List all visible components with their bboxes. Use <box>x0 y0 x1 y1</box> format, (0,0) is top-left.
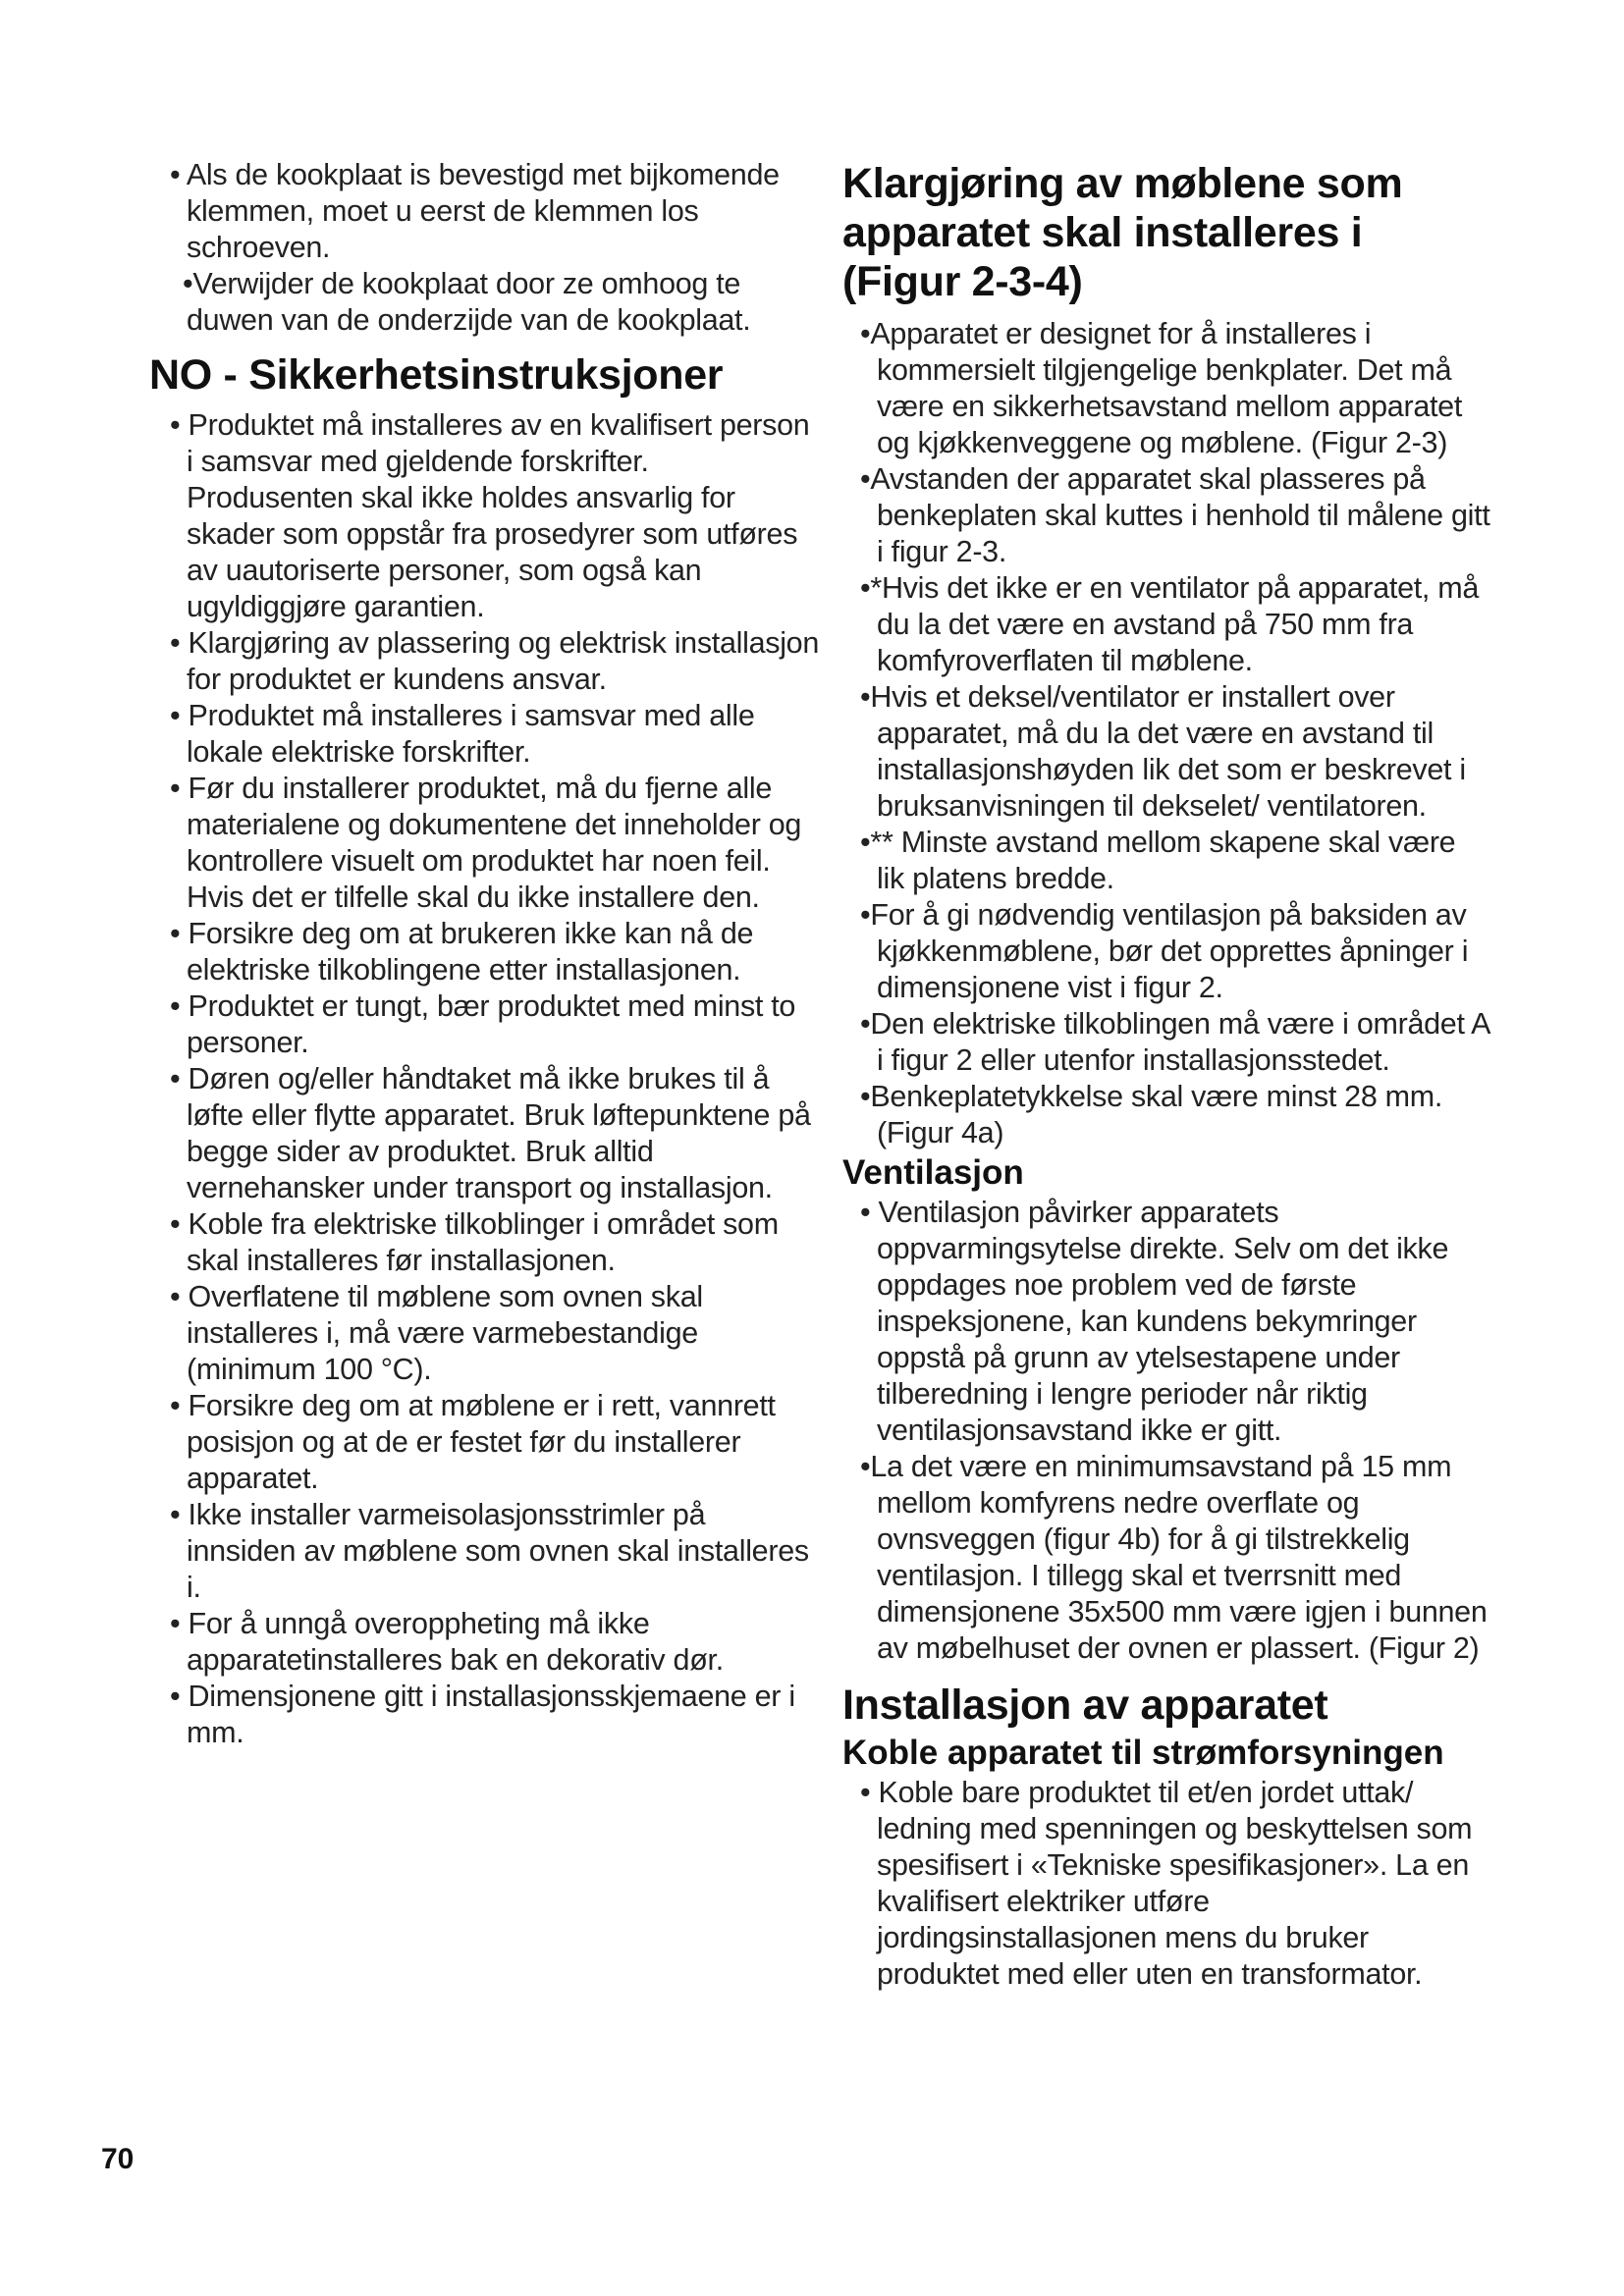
page-number: 70 <box>101 2143 135 2175</box>
list-item: • Ventilasjon påvirker apparatets oppvarmingsytelse direkte. Selv om det ikke oppdages noe problem ved de første inspeksjonene, kan kundens bekymringer oppstå på grunn av ytelsestapene under tilberedning i lengre perioder når riktig ventilasjonsavstand ikke er gitt. <box>860 1196 1449 1447</box>
list-item: • Forsikre deg om at brukeren ikke kan nå de elektriske tilkoblingene etter installasjonen. <box>170 917 754 987</box>
list-item: •** Minste avstand mellom skapene skal være lik platens bredde. <box>860 826 1456 895</box>
list-item: •*Hvis det ikke er en ventilator på apparatet, må du la det være en avstand på 750 mm fra komfyroverflaten til møblene. <box>860 571 1480 677</box>
list-item: • Koble fra elektriske tilkoblinger i området som skal installeres før installasjonen. <box>170 1207 779 1277</box>
list-item: • For å unngå overoppheting må ikke apparatetinstalleres bak en dekorativ dør. <box>170 1607 724 1677</box>
list-item: •Verwijder de kookplaat door ze omhoog te duwen van de onderzijde van de kookplaat. <box>183 267 751 337</box>
list-item: •Benkeplatetykkelse skal være minst 28 mm. (Figur 4a) <box>860 1080 1443 1149</box>
list-item: •Hvis et deksel/ventilator er installert over apparatet, må du la det være en avstand til installasjonshøyden lik det som er beskrevet i bruksanvisningen til dekselet/ ventilatoren. <box>860 680 1466 823</box>
prep-heading: Klargjøring av møblene som apparatet skal installeres i (Figur 2-3-4) <box>842 160 1403 305</box>
list-item: • Før du installerer produktet, må du fjerne alle materialene og dokumentene det inneholder og kontrollere visuelt om produktet har noen feil. Hvis det er tilfelle skal du ikke installere den. <box>170 772 802 914</box>
list-item: •Den elektriske tilkoblingen må være i området A i figur 2 eller utenfor installasjonsstedet. <box>860 1007 1489 1077</box>
list-item: • Døren og/eller håndtaket må ikke brukes til å løfte eller flytte apparatet. Bruk løftepunktene på begge sider av produktet. Bruk alltid vernehansker under transport og installasjon. <box>170 1062 811 1204</box>
list-item: •Avstanden der apparatet skal plasseres på benkeplaten skal kuttes i henhold til målene gitt i figur 2-3. <box>860 462 1490 568</box>
list-item: • Overflatene til møblene som ovnen skal installeres i, må være varmebestandige (minimum 100 °C). <box>170 1280 703 1386</box>
list-item: •For å gi nødvendig ventilasjon på baksiden av kjøkkenmøblene, bør det opprettes åpninger i dimensjonene vist i figur 2. <box>860 898 1469 1004</box>
list-item: • Produktet må installeres av en kvalifisert person i samsvar med gjeldende forskrifter. Produsenten skal ikke holdes ansvarlig for skader som oppstår fra prosedyrer som utføres av uautoriserte personer, som også kan ugyldiggjøre garantien. <box>170 408 810 623</box>
list-item: • Forsikre deg om at møblene er i rett, vannrett posisjon og at de er festet før du installerer apparatet. <box>170 1389 776 1495</box>
left-column <box>149 157 820 1751</box>
list-item: • Produktet er tungt, bær produktet med minst to personer. <box>170 989 796 1059</box>
list-item: • Als de kookplaat is bevestigd met bijkomende klemmen, moet u eerst de klemmen los schroeven. <box>170 158 780 264</box>
safety-heading: NO - Sikkerhetsinstruksjoner <box>149 351 724 399</box>
list-item: •Apparatet er designet for å installeres i kommersielt tilgjengelige benkplater. Det må være en sikkerhetsavstand mellom apparatet og kjøkkenveggene og møblene. (Figur 2-3) <box>860 317 1463 459</box>
power-heading: Koble apparatet til strømforsyningen <box>842 1734 1444 1772</box>
list-item: • Ikke installer varmeisolasjonsstrimler på innsiden av møblene som ovnen skal installeres i. <box>170 1498 809 1604</box>
install-heading: Installasjon av apparatet <box>842 1682 1328 1729</box>
list-item: •La det være en minimumsavstand på 15 mm mellom komfyrens nedre overflate og ovnsveggen (figur 4b) for å gi tilstrekkelig ventilasjon. I tillegg skal et tverrsnitt med dimensjonene 35x500 mm være igjen i bunnen av møbelhuset der ovnen er plassert. (Figur 2) <box>860 1450 1488 1665</box>
list-item: • Klargjøring av plassering og elektrisk installasjon for produktet er kundens ansvar. <box>170 626 819 696</box>
right-column <box>842 159 1490 1993</box>
list-item: • Produktet må installeres i samsvar med alle lokale elektriske forskrifter. <box>170 699 755 769</box>
vent-heading: Ventilasjon <box>842 1153 1024 1192</box>
list-item: • Koble bare produktet til et/en jordet uttak/ ledning med spenningen og beskyttelsen som spesifisert i «Tekniske spesifikasjoner». La en kvalifisert elektriker utføre jordingsinstallasjonen mens du bruker produktet med eller uten en transformator. <box>860 1776 1473 1991</box>
list-item: • Dimensjonene gitt i installasjonsskjemaene er i mm. <box>170 1680 795 1749</box>
